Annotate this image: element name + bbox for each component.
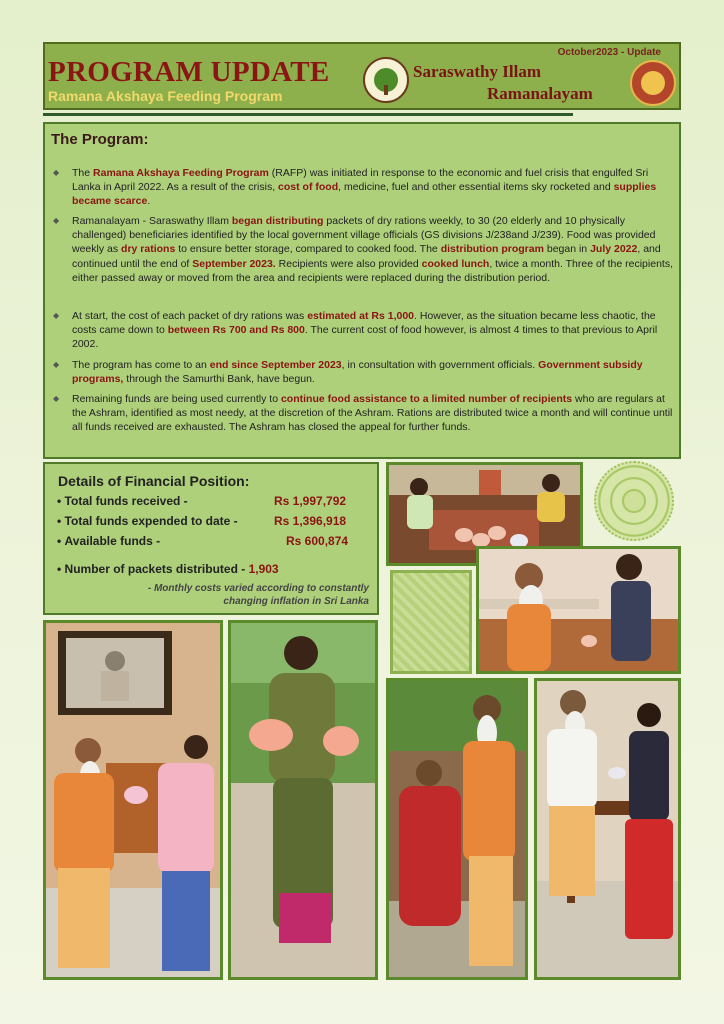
highlighted-text: continue food assistance to a limited number of recipients: [280, 393, 573, 405]
highlighted-text: estimated at Rs 1,000: [307, 310, 415, 322]
program-paragraph-5: [53, 392, 673, 435]
paragraph-text: packets of dry rations weekly, to 30 (20 elderly and 10 physically challenged) beneficiaries identified by the local government village officials (GS divisions J/238and J/239). Food was provided weekly as: [72, 215, 656, 256]
header-divider: [43, 113, 573, 116]
tree-logo-icon: [363, 57, 409, 103]
highlighted-text: end since September 2023: [209, 359, 342, 371]
program-paragraph-3: [53, 309, 673, 352]
page-title: PROGRAM UPDATE: [48, 56, 330, 88]
finance-value-available: Rs 600,874: [286, 534, 349, 548]
diamond-bullet-icon: ◆: [53, 394, 60, 403]
highlighted-text: cost of food: [278, 181, 339, 194]
program-paragraph-1: [53, 166, 673, 209]
diamond-bullet-icon: ◆: [53, 216, 60, 225]
program-heading: The Program:: [51, 131, 149, 148]
lotus-logo-icon: [630, 60, 676, 106]
highlighted-text: began distributing: [231, 215, 324, 227]
program-section: [43, 122, 681, 459]
paragraph-text: . However, as the situation became less chaotic, the costs came down to: [72, 310, 656, 337]
paragraph-text: , twice a month. Three of the recipients, either passed away or moved from the area and recipients were replaced during the distribution period.: [72, 257, 673, 284]
org-name-line2: Ramanalayam: [487, 84, 593, 103]
mandala-ornament-icon: [594, 461, 674, 541]
highlighted-text: July 2022: [590, 243, 638, 256]
paragraph-text: began in: [543, 243, 591, 256]
finance-row-received: • Total funds received -: [57, 494, 188, 508]
paragraph-text: . The current cost of food however, is almost 4 times to that previous to April 2002.: [72, 324, 658, 351]
finance-row-expended: • Total funds expended to date -: [57, 514, 238, 528]
finance-row-packets: • Number of packets distributed - 1,903: [57, 562, 279, 576]
org-name-line1: Saraswathy Illam: [413, 62, 541, 81]
program-paragraph-2: [53, 214, 673, 285]
highlighted-text: Government subsidy programs,: [72, 359, 643, 386]
decorative-pattern: [390, 570, 472, 674]
finance-value-received: Rs 1,997,792: [274, 494, 347, 508]
finance-note: - Monthly costs varied according to constantly changing inflation in Sri Lanka: [147, 583, 369, 607]
highlighted-text: Ramana Akshaya Feeding Program: [93, 167, 269, 179]
program-subtitle: Ramana Akshaya Feeding Program: [48, 88, 283, 104]
paragraph-text: Remaining funds are being used currently to: [72, 393, 281, 405]
diamond-bullet-icon: ◆: [53, 168, 60, 177]
paragraph-text: , medicine, fuel and other essential items sky rocketed and: [338, 181, 614, 194]
update-date: October2023 - Update: [557, 47, 661, 58]
paragraph-text: through the Samurthi Bank, have begun.: [123, 373, 315, 386]
diamond-bullet-icon: ◆: [53, 360, 60, 369]
paragraph-text: Recipients were also provided: [275, 257, 422, 270]
finance-row-available: • Available funds -: [57, 534, 161, 548]
photo-handing-packet-3: [534, 678, 681, 980]
packets-count: 1,903: [248, 562, 279, 576]
highlighted-text: between Rs 700 and Rs 800: [167, 324, 305, 337]
photo-recipient-with-packets: [228, 620, 378, 980]
paragraph-text: , in consultation with government officials.: [341, 359, 539, 371]
header-banner: [43, 42, 681, 110]
highlighted-text: cooked lunch: [421, 257, 490, 270]
paragraph-text: to ensure better storage, compared to cooked food. The: [175, 243, 441, 256]
finance-value-expended: Rs 1,396,918: [274, 514, 347, 528]
paragraph-text: The: [72, 167, 94, 179]
photo-handing-packet-2: [43, 620, 223, 980]
photo-handing-packet-1: [476, 546, 681, 674]
paragraph-text: Ramanalayam - Saraswathy Illam: [72, 215, 232, 227]
paragraph-text: , and continued until the end of: [72, 243, 661, 270]
paragraph-text: The program has come to an: [72, 359, 210, 371]
financial-position-section: [43, 462, 379, 615]
highlighted-text: distribution program: [440, 243, 544, 256]
paragraph-text: (RAFP) was initiated in response to the economic and fuel crisis that engulfed Sri Lanka in April 2022. As a result of the crisis,: [72, 167, 649, 194]
paragraph-text: At start, the cost of each packet of dry rations was: [72, 310, 308, 322]
highlighted-text: dry rations: [121, 243, 176, 256]
diamond-bullet-icon: ◆: [53, 311, 60, 320]
photo-elderly-recipient: [386, 678, 528, 980]
finance-heading: Details of Financial Position:: [58, 473, 250, 489]
highlighted-text: September 2023.: [192, 257, 276, 270]
paragraph-text: who are regulars at the Ashram, identified as most needy, at the discretion of the Ashram. Rations are distributed twice a month and will continue until all funds received are exhausted. The Ashram has closed the appeal for further funds.: [72, 393, 673, 434]
highlighted-text: supplies became scarce: [72, 181, 657, 208]
paragraph-text: .: [147, 195, 151, 208]
program-paragraph-4: [53, 358, 673, 386]
